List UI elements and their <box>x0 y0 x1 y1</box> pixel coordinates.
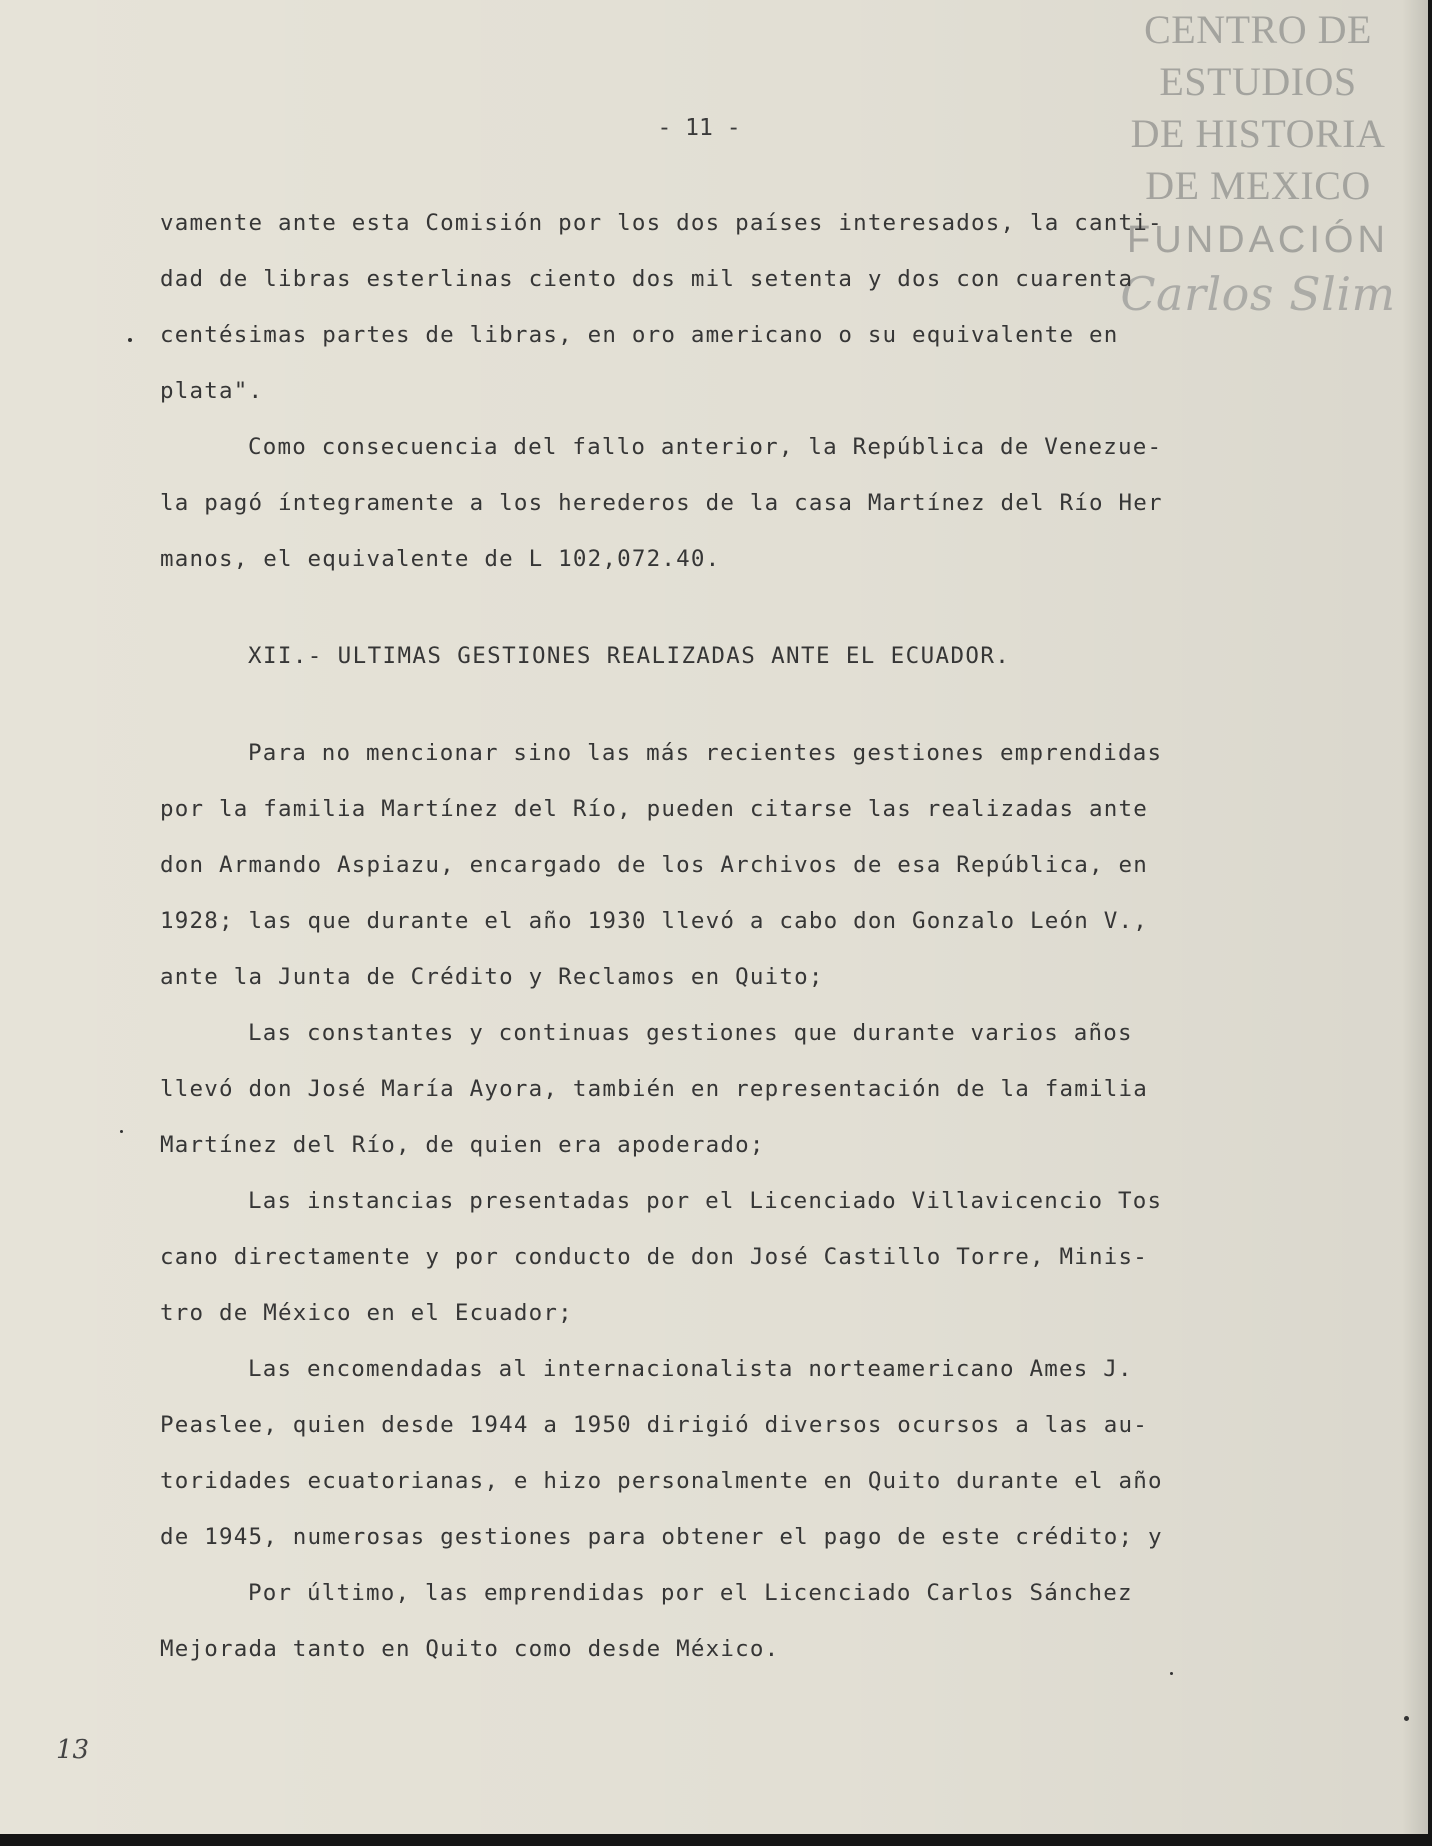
text-line: manos, el equivalente de L 102,072.40. <box>160 546 721 572</box>
text-line: plata". <box>160 378 264 404</box>
text-line: toridades ecuatorianas, e hizo personalmente en Quito durante el año <box>160 1468 1163 1494</box>
paragraph-block-1 <box>160 195 1330 587</box>
text-line: de 1945, numerosas gestiones para obtener el pago de este crédito; y <box>160 1524 1163 1550</box>
watermark-fundacion: FUNDACIÓN <box>1127 219 1389 261</box>
text-line: 1928; las que durante el año 1930 llevó a cabo don Gonzalo León V., <box>160 908 1148 934</box>
text-line: don Armando Aspiazu, encargado de los Archivos de esa República, en <box>160 852 1148 878</box>
text-line: centésimas partes de libras, en oro americano o su equivalente en <box>160 322 1119 348</box>
text-line: Las instancias presentadas por el Licenciado Villavicencio Tos <box>248 1188 1163 1214</box>
page-number: - 11 - <box>657 115 741 141</box>
text-line: Como consecuencia del fallo anterior, la República de Venezue- <box>248 434 1163 460</box>
text-line: Para no mencionar sino las más recientes gestiones emprendidas <box>248 740 1163 766</box>
paper-speck <box>1404 1716 1409 1721</box>
watermark-line-2: ESTUDIOS <box>1159 59 1357 104</box>
text-line: Martínez del Río, de quien era apoderado; <box>160 1132 765 1158</box>
paper-speck <box>128 338 132 342</box>
watermark-signature: Carlos Slim <box>1120 267 1396 321</box>
text-line: dad de libras esterlinas ciento dos mil setenta y dos con cuarenta <box>160 266 1134 292</box>
section-heading: XII.- ULTIMAS GESTIONES REALIZADAS ANTE EL ECUADOR. <box>248 643 1011 669</box>
text-line: la pagó íntegramente a los herederos de la casa Martínez del Río Her <box>160 490 1163 516</box>
paragraph-block-2 <box>160 725 1330 1677</box>
text-line: Por último, las emprendidas por el Licenciado Carlos Sánchez <box>248 1580 1133 1606</box>
text-line: cano directamente y por conducto de don José Castillo Torre, Minis- <box>160 1244 1148 1270</box>
watermark-line-3: DE HISTORIA <box>1130 111 1386 156</box>
text-line: llevó don José María Ayora, también en representación de la familia <box>160 1076 1148 1102</box>
text-line: Mejorada tanto en Quito como desde México. <box>160 1636 780 1662</box>
watermark-line-4: DE MEXICO <box>1145 163 1371 208</box>
text-line: vamente ante esta Comisión por los dos países interesados, la canti- <box>160 210 1163 236</box>
paper-speck <box>120 1130 123 1133</box>
text-line: ante la Junta de Crédito y Reclamos en Quito; <box>160 964 824 990</box>
text-line: Las constantes y continuas gestiones que durante varios años <box>248 1020 1133 1046</box>
text-line: Peaslee, quien desde 1944 a 1950 dirigió diversos ocursos a las au- <box>160 1412 1148 1438</box>
handwritten-folio-note: 13 <box>56 1735 90 1765</box>
text-line: tro de México en el Ecuador; <box>160 1300 573 1326</box>
text-line: Las encomendadas al internacionalista norteamericano Ames J. <box>248 1356 1133 1382</box>
paper-speck <box>1170 1672 1173 1675</box>
watermark-line-1: CENTRO DE <box>1144 7 1372 52</box>
text-line: por la familia Martínez del Río, pueden citarse las realizadas ante <box>160 796 1148 822</box>
